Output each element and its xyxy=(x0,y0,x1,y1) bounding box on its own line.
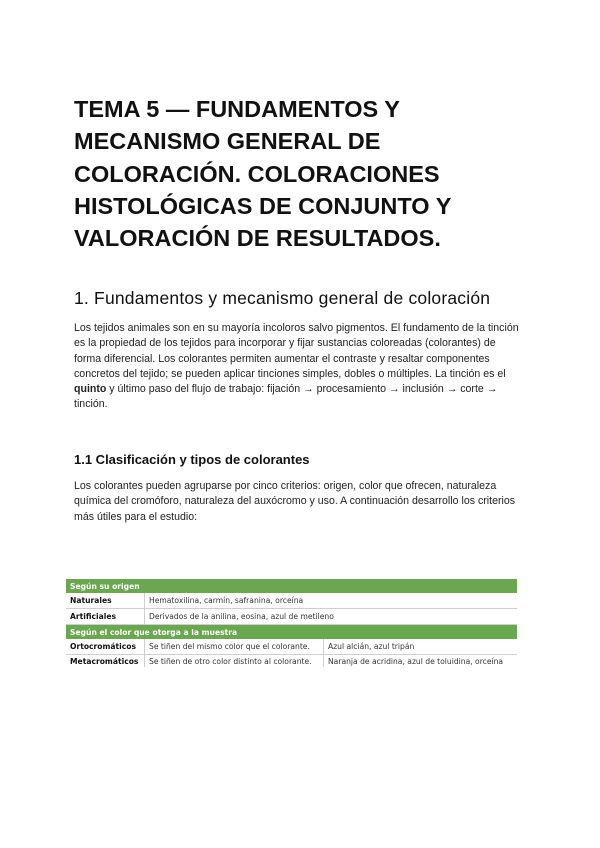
row-key: Ortocromáticos xyxy=(66,639,145,655)
page-title: TEMA 5 — FUNDAMENTOS Y MECANISMO GENERAL DE COLORACIÓN. COLORACIONES HISTOLÓGICAS DE CONJUNTO Y VALORACIÓN DE RESULTADOS. xyxy=(74,96,451,252)
row-example: Naranja de acridina, azul de toluidina, orceína xyxy=(328,656,504,666)
row-value: Hematoxilina, carmín, safranina, orceína xyxy=(145,593,518,609)
section-header-cell: Según el color que otorga a la muestra xyxy=(66,625,517,640)
row-example: Azul alcián, azul tripán xyxy=(324,639,518,655)
table-row xyxy=(66,655,517,668)
paragraph-text-end: y último paso del flujo de trabajo: fijación → procesamiento → inclusión → corte → tinción. xyxy=(74,383,498,411)
section-header-cell: Según su origen xyxy=(66,579,517,593)
page-cutoff xyxy=(66,670,517,678)
subsection-heading-clasificacion: 1.1 Clasificación y tipos de colorantes xyxy=(74,452,310,467)
colorantes-table xyxy=(66,579,517,667)
section-heading-fundamentos: 1. Fundamentos y mecanismo general de coloración xyxy=(74,288,491,308)
paragraph-fundamentos xyxy=(74,321,524,413)
row-key: Naturales xyxy=(66,593,145,609)
table-section-header xyxy=(66,579,517,593)
row-description: Se tiñen del mismo color que el colorante. xyxy=(145,639,324,655)
paragraph-text: Los tejidos animales son en su mayoría incoloros salvo pigmentos. El fundamento de la tinción es la propiedad de los tejidos para incorporar y fijar sustancias coloreadas (colorantes) de forma diferencial. Los colorantes permiten aumentar el contraste y resaltar componentes concretos del tejido; se pueden aplicar tinciones simples, dobles o múltiples. La tinción es el xyxy=(74,322,519,380)
row-description: Se tiñen de otro color distinto al colorante. xyxy=(145,655,324,668)
row-key: Metacromáticos xyxy=(66,655,145,668)
table-row xyxy=(66,593,517,609)
row-key: Artificiales xyxy=(66,609,145,625)
row-value: Derivados de la anilina, eosina, azul de metileno xyxy=(145,609,518,625)
paragraph-clasificacion: Los colorantes pueden agruparse por cinco criterios: origen, color que ofrecen, naturaleza química del cromóforo, naturaleza del auxócromo y uso. A continuación desarrollo los criterios más útiles para el estudio: xyxy=(74,480,516,523)
bold-word: quinto xyxy=(74,383,107,396)
table-section-header xyxy=(66,625,517,640)
table-row xyxy=(66,609,517,625)
table-row xyxy=(66,639,517,655)
